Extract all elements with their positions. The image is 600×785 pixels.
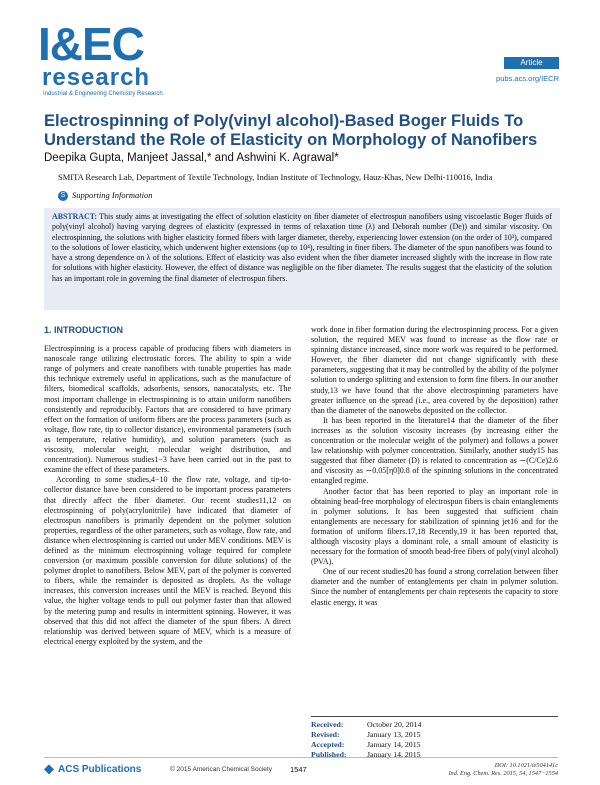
paper-title: Electrospinning of Poly(vinyl alcohol)-Based Boger Fluids To Understand the Role of Elasticity on Morphology of Nanofibers — [44, 112, 538, 149]
publisher-name: ACS Publications — [58, 764, 142, 775]
dates-divider — [311, 716, 558, 717]
date-value: January 14, 2015 — [367, 750, 421, 759]
date-row — [311, 740, 558, 750]
paragraph: Another factor that has been reported to play an important role in obtaining bead-free morphology of electrospun fibers is chain entanglements in polymer solutions. It has been suggested that sufficient chain entanglements are necessary for stabilization of spinning jet16 and for the formation of uniform fibers.17,18 Recently,19 it has been reported that, although viscosity plays a dominant role, a small amount of elasticity is necessary for the formation of smooth bead-free fibers of poly(vinyl alcohol) (PVA). — [311, 486, 558, 567]
journal-citation: Ind. Eng. Chem. Res. 2015, 54, 1547−1554 — [448, 770, 558, 777]
paragraph: It has been reported in the literature14 that the diameter of the fiber increases as the solution viscosity increases (by increasing either the concentration or the molecular weight of the polymer) and follows a power law relationship with polymer concentration. Similarly, another study15 has suggested that fiber diameter (D) is related to concentration as ∼(C/Ce)2.6 and viscosity as ∼0.05[η0]0.8 of the spinning solutions in the concentrated entangled regime. — [311, 415, 558, 486]
date-label: Accepted: — [311, 740, 345, 749]
date-row — [311, 720, 558, 730]
paragraph: work done in fiber formation during the electrospinning process. For a given solution, the required MEV was found to increase as the flow rate or spinning distance increased, since more work was required to be performed. However, the fiber diameter did not change significantly with these parameters, suggesting that it may be controlled by the ability of the polymer solution to undergo splitting and extension to form fine fibers. In our another study,13 we have found that the above electrospinning parameters have greater influence on the spread (i.e., area covered by the deposition) rather than the diameter of the nanowebs deposited on the collector. — [311, 325, 558, 415]
date-row — [311, 730, 558, 740]
doi-citation — [430, 762, 558, 778]
left-column — [44, 325, 291, 647]
date-value: January 14, 2015 — [367, 740, 421, 749]
supporting-info-label: Supporting Information — [72, 190, 153, 200]
date-label: Published: — [311, 750, 347, 759]
article-type-badge: Article — [504, 57, 559, 69]
supporting-information-link[interactable] — [58, 190, 153, 201]
supporting-info-icon: S — [58, 191, 68, 201]
copyright-notice: © 2015 American Chemical Society — [170, 766, 272, 773]
right-column — [311, 325, 558, 608]
abstract-label: ABSTRACT: — [52, 212, 98, 221]
author-list: Deepika Gupta, Manjeet Jassal,* and Ashwini K. Agrawal* — [44, 152, 339, 164]
date-row — [311, 750, 558, 760]
journal-logo-subtitle: Industrial & Engineering Chemistry Research — [43, 91, 163, 97]
footer-divider — [44, 757, 558, 758]
affiliation: SMITA Research Lab, Department of Textile Technology, Indian Institute of Technology, Hauz-Khas, New Delhi-110016, India — [58, 172, 493, 182]
section-heading: 1. INTRODUCTION — [44, 325, 124, 335]
journal-logo: I&EC — [38, 18, 144, 70]
publisher-logo — [44, 764, 141, 775]
paragraph: According to some studies,4−10 the flow rate, voltage, and tip-to-collector distance have been considered to be important process parameters that directly affect the fiber diameter. Our recent studies11,12 on electrospinning of poly(acrylonitrile) have indicated that diameter of electrospun nanofibers is primarily dependent on the polymer solution properties, regardless of the other parameters, such as voltage, flow rate, and distance when electrospinning is carried out under MEV conditions. MEV is defined as the minimum electrospinning voltage required for complete conversion (or maximum possible conversion for dilute solutions) of the polymer droplet to nanofibers. Below MEV, part of the polymer is converted to fibers, while the remainder is deposited as droplets. As the voltage increases, this conversion increases until the MEV is reached. Beyond this value, the higher voltage tends to pull out polymer faster than that allowed by the metering pump and results in intermittent spinning. However, it was observed that this did not affect the diameter of the spun fibers. A direct relationship was derived between square of MEV, which is a measure of electrical energy exploited by the system, and the — [44, 475, 291, 646]
paragraph: One of our recent studies20 has found a strong correlation between fiber diameter and the number of entanglements per chain in polymer solution. Since the number of entanglements per chain represents the capacity to store elastic energy, it was — [311, 567, 558, 607]
date-label: Revised: — [311, 730, 340, 739]
page-number: 1547 — [290, 765, 307, 774]
doi-link[interactable]: DOI: 10.1021/ie504141c — [494, 762, 558, 769]
date-value: January 13, 2015 — [367, 730, 421, 739]
abstract-box — [44, 208, 560, 310]
journal-url-link[interactable]: pubs.acs.org/IECR — [496, 74, 559, 83]
abstract-text: This study aims at investigating the effect of solution elasticity on fiber diameter of electrospun nanofibers using viscoelastic Boger fluids of poly(vinyl alcohol) having varying degrees of elasticity (expressed in terms of relaxation time (λ) and Deborah number (De)) and similar viscosity. On electrospinning, the solutions with higher elasticity formed fibers with larger diameter, thereby, experiencing lower extension (on the order of 10³), compared to the solutions of lower elasticity, which underwent higher extensions (up to 10⁴), resulting in finer fibers. The diameter of the spun nanofibers was found to have a strong dependence on λ of the solutions. Effect of elasticity was also evident when the fiber diameter increased slightly with the increase in flow rate for solutions with higher elasticity. However, the effect of distance was negligible on the fiber diameter. The results suggest that the elasticity of the solution has an important role in governing the final diameter of electrospun fibers. — [52, 212, 552, 283]
date-label: Received: — [311, 720, 344, 729]
paragraph: Electrospinning is a process capable of producing fibers with diameters in nanoscale range utilizing electrostatic forces. The ability to spin a wide range of polymers and create nanofibers with tunable properties has made this technique extremely useful in applications, such as the manufacture of filters, biomedical scaffolds, adsorbents, sensors, nanocatalysts, etc. The most important challenge in electrospinning is to attain uniform nanofibers consistently and reproducibly. Factors that are considered to have primary effect on the formation of uniform fibers are the process parameters (such as voltage, flow rate, tip to collector distance), environmental parameters (such as temperature, relative humidity), and solution parameters (such as viscosity, molecular weight, molecular weight distribution, and concentration). Numerous studies1−3 have been carried out in the past to examine the effect of these parameters. — [44, 344, 291, 475]
publication-dates — [311, 716, 558, 760]
date-value: October 20, 2014 — [367, 720, 422, 729]
acs-logo-icon — [44, 764, 54, 774]
journal-logo-research: research — [42, 64, 151, 91]
